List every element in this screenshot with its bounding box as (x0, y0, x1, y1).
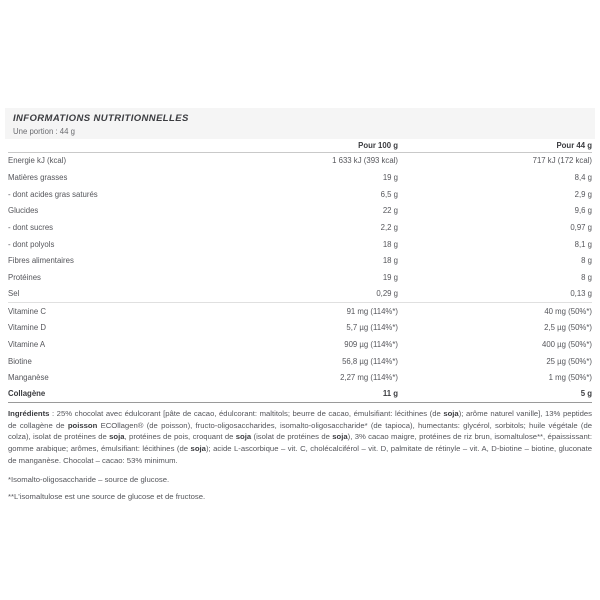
value-per-44g: 0,97 g (570, 223, 592, 233)
nutrient-label: Sel (8, 289, 20, 299)
table-row-sel (8, 286, 592, 303)
table-row-fibres (8, 253, 592, 270)
nutrient-label: Vitamine A (8, 339, 46, 349)
value-per-100g: 5,7 µg (114%*) (346, 323, 398, 333)
value-per-44g: 8,4 g (574, 173, 592, 183)
table-row-vitamine-a (8, 336, 592, 353)
value-per-44g: 400 µg (50%*) (541, 339, 592, 349)
value-per-100g: 6,5 g (380, 189, 398, 199)
table-row-proteines (8, 269, 592, 286)
value-per-100g: 19 g (382, 173, 398, 183)
nutrition-table (8, 139, 592, 403)
column-header-per-44g: Pour 44 g (556, 140, 592, 150)
value-per-100g: 18 g (382, 239, 398, 249)
nutrient-label: Glucides (8, 206, 39, 216)
nutrient-label: Vitamine D (8, 323, 46, 333)
nutrient-label: Energie kJ (kcal) (8, 156, 67, 166)
ingredients-text: Ingrédients : 25% chocolat avec édulcorant [pâte de cacao, édulcorant: maltitols; beurre de cacao, émulsifiant: lécithines (de soja); arôme naturel vanille], 13% peptides de collagène de poisson ECOllagen® (de poisson), fructo-oligosaccharides, isomalto-oligosaccharide* (de tapioca), humectants: glycérol, sorbitols; huile végétale (de colza), isolat de protéines de soja, protéines de pois, croquant de soja (isolat de protéines de soja), 3% cacao maigre, protéines de riz brun, isomaltulose**, épaississant: gomme arabique; arômes, émulsifiant: lécithines (de soja); acide L-ascorbique – vit. C, cholécalciférol – vit. D, palmitate de rétinyle – vit. A, D-biotine – biotine, gluconate de manganèse. Chocolat – cacao: 53% minimum. (8, 409, 593, 465)
nutrient-label: Collagène (8, 389, 46, 399)
value-per-44g: 8,1 g (574, 239, 592, 249)
value-per-100g: 1 633 kJ (393 kcal) (332, 156, 398, 166)
value-per-44g: 717 kJ (172 kcal) (532, 156, 592, 166)
nutrient-label: Fibres alimentaires (8, 256, 74, 266)
table-row-vitamine-c (8, 303, 592, 320)
value-per-100g: 909 µg (114%*) (344, 339, 398, 349)
nutrient-label: Matières grasses (8, 173, 68, 183)
value-per-100g: 18 g (382, 256, 398, 266)
value-per-44g: 8 g (581, 256, 592, 266)
table-row-energie (8, 153, 592, 170)
value-per-44g: 25 µg (50%*) (546, 356, 592, 366)
value-per-44g: 8 g (581, 273, 592, 283)
table-row-polyols (8, 236, 592, 253)
table-row-sucres (8, 219, 592, 236)
value-per-44g: 2,9 g (574, 189, 592, 199)
table-header-row (8, 139, 592, 153)
table-row-manganese (8, 369, 592, 386)
value-per-100g: 0,29 g (376, 289, 398, 299)
value-per-44g: 1 mg (50%*) (548, 373, 592, 383)
value-per-44g: 0,13 g (570, 289, 592, 299)
table-row-collagene (8, 386, 592, 403)
portion-size: Une portion : 44 g (13, 127, 75, 136)
value-per-100g: 56,8 µg (114%*) (342, 356, 398, 366)
nutrient-label: Vitamine C (8, 306, 46, 316)
value-per-100g: 11 g (382, 389, 398, 399)
value-per-100g: 2,27 mg (114%*) (340, 373, 398, 383)
table-row-glucides (8, 203, 592, 220)
value-per-44g: 40 mg (50%*) (544, 306, 592, 316)
nutrition-header (5, 108, 595, 139)
nutrient-label: - dont polyols (8, 239, 55, 249)
value-per-44g: 2,5 µg (50%*) (544, 323, 592, 333)
value-per-44g: 5 g (580, 389, 592, 399)
value-per-100g: 19 g (382, 273, 398, 283)
footnote-isomalto: *Isomalto-oligosaccharide – source de glucose. (8, 475, 170, 484)
table-row-biotine (8, 353, 592, 370)
footnote-isomaltulose: **L'isomaltulose est une source de glucose et de fructose. (8, 492, 206, 501)
panel-title: INFORMATIONS NUTRITIONNELLES (13, 113, 189, 124)
nutrient-label: - dont acides gras saturés (8, 189, 98, 199)
value-per-44g: 9,6 g (574, 206, 592, 216)
value-per-100g: 2,2 g (380, 223, 398, 233)
nutrient-label: Biotine (8, 356, 32, 366)
table-row-vitamine-d (8, 319, 592, 336)
nutrient-label: Protéines (8, 273, 41, 283)
table-row-matieres-grasses (8, 169, 592, 186)
column-header-per-100g: Pour 100 g (358, 140, 398, 150)
nutrient-label: - dont sucres (8, 223, 54, 233)
table-row-acides-gras-satures (8, 186, 592, 203)
value-per-100g: 22 g (382, 206, 398, 216)
nutrient-label: Manganèse (8, 373, 49, 383)
value-per-100g: 91 mg (114%*) (346, 306, 398, 316)
